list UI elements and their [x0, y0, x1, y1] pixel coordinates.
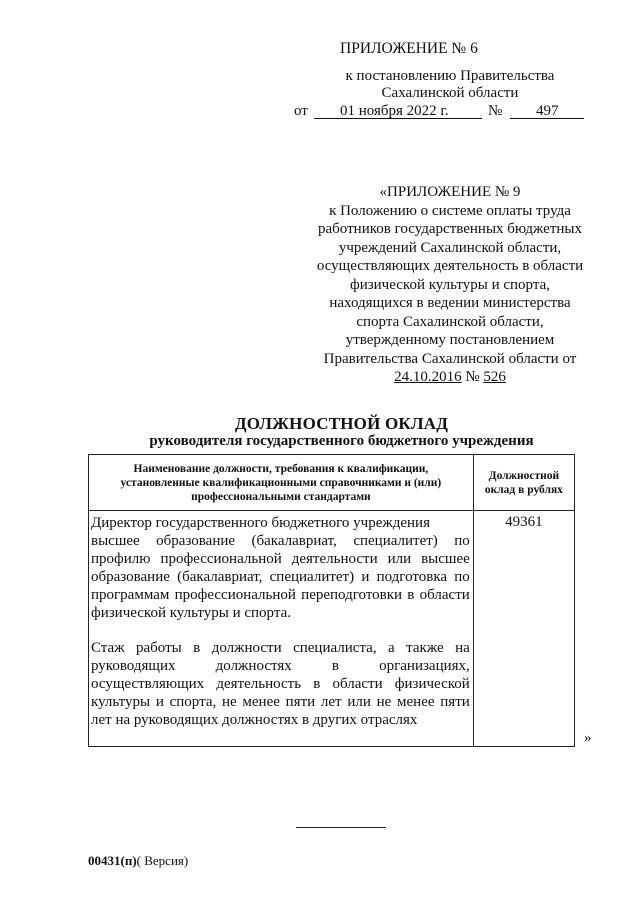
appendix-subtitle-line2: Сахалинской области	[381, 85, 519, 101]
appendix9-block	[300, 183, 600, 387]
appendix9-line: работников государственных бюджетных	[318, 221, 582, 237]
table-header-row	[89, 455, 575, 511]
separator-line	[296, 827, 386, 828]
closing-quote: »	[584, 730, 592, 746]
reference-date: 24.10.2016	[394, 369, 462, 385]
appendix-subtitle-line1: к постановлению Правительства	[345, 68, 555, 84]
header-position-requirements: Наименование должности, требования к квалификации, установленные квалификационными справочниками и (или) профессиональными стандартами	[89, 455, 474, 511]
appendix9-line: «ПРИЛОЖЕНИЕ № 9	[379, 184, 521, 200]
salary-table	[88, 454, 575, 747]
document-subtitle: руководителя государственного бюджетного учреждения	[149, 433, 534, 449]
appendix9-line: к Положению о системе оплаты труда	[329, 202, 571, 219]
appendix9-line: утвержденному постановлением	[345, 332, 555, 348]
reference-number: 526	[483, 369, 506, 385]
appendix-title: ПРИЛОЖЕНИЕ № 6	[340, 40, 478, 57]
appendix9-line: находящихся в ведении министерства	[329, 295, 571, 311]
salary-cell: 49361	[473, 511, 574, 747]
position-title: Директор государственного бюджетного учреждения	[91, 515, 430, 531]
paragraph-gap	[91, 622, 470, 639]
from-label: от	[294, 103, 308, 119]
education-requirements: высшее образование (бакалавриат, специалитет) по профилю профессиональной деятельности или высшее образование (бакалавриат, специалитет) и подготовка по программам профессиональной переподготовки в области физической культуры и спорта.	[91, 533, 470, 621]
date-number-row	[290, 101, 590, 123]
appendix9-line: спорта Сахалинской области,	[356, 313, 544, 330]
decree-number: 497	[536, 103, 559, 119]
appendix9-line: Правительства Сахалинской области от	[323, 350, 577, 367]
number-label: №	[488, 103, 503, 119]
appendix9-line: физической культуры и спорта,	[349, 276, 550, 293]
position-cell	[89, 511, 474, 747]
header-salary: Должностной оклад в рублях	[473, 455, 574, 511]
appendix9-line: учреждений Сахалинской области,	[338, 239, 562, 256]
document-version: ( Версия)	[136, 853, 189, 868]
decree-date: 01 ноября 2022 г.	[340, 103, 449, 119]
table-row	[89, 511, 575, 747]
document-title: ДОЛЖНОСТНОЙ ОКЛАД	[234, 414, 449, 433]
document-code: 00431(п)	[88, 853, 137, 868]
reference-number-label: №	[465, 369, 480, 385]
footer-code	[88, 853, 188, 869]
appendix9-reference	[300, 368, 600, 387]
experience-requirements: Стаж работы в должности специалиста, а также на руководящих должностях в организациях, осуществляющих деятельность в области физической культуры и спорта, не менее пяти лет или не менее пяти лет на руководящих должностях в других отраслях	[91, 640, 470, 728]
appendix9-line: осуществляющих деятельность в области	[316, 258, 584, 274]
